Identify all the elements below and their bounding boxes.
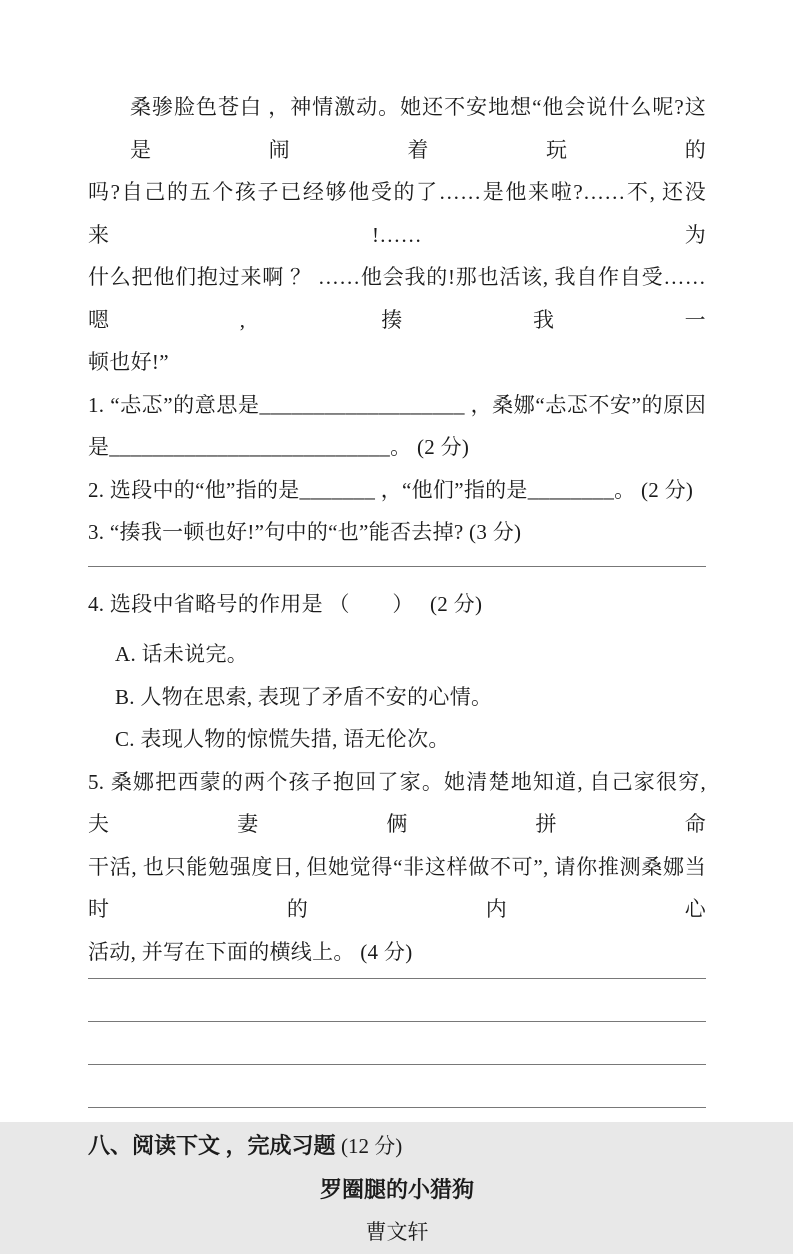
option-c: C. 表现人物的惊慌失措, 语无伦次。 (115, 727, 450, 751)
answer-line-2 (88, 979, 706, 1022)
section-eight-header (88, 1124, 706, 1168)
question-4 (88, 583, 706, 626)
passage-line-2: 吗?自己的五个孩子已经够他受的了……是他来啦?……不, 还没来!……为 (88, 180, 706, 247)
question-5-answer-lines (88, 973, 706, 1108)
option-a: A. 话未说完。 (115, 642, 249, 666)
question-4-options (88, 633, 706, 761)
passage-line-3: 什么把他们抱过来啊 ？ ……他会我的!那也活该, 我自作自受……嗯, 揍我一 (88, 265, 706, 332)
question-1-line-2: 是__________________________。 (2 分) (88, 435, 470, 459)
reading-passage (88, 86, 706, 384)
section-eight-title: 八、阅读下文 ，完成习题 (88, 1133, 336, 1158)
question-1-line-1: 1. “忐忑”的意思是___________________ ，桑娜“忐忑不安”的原因 (88, 392, 706, 417)
answer-line-3 (88, 1022, 706, 1065)
option-b: B. 人物在思索, 表现了矛盾不安的心情。 (115, 684, 493, 709)
question-2-line-1: 2. 选段中的“他”指的是_______ ，“他们”指的是________。 (2 分) (88, 477, 694, 502)
question-3 (88, 511, 706, 554)
question-5-line-2: 干活, 也只能勉强度日, 但她觉得“非这样做不可”, 请你推测桑娜当时的内心 (88, 854, 706, 921)
question-5 (88, 761, 706, 974)
question-5-line-3: 活动, 并写在下面的横线上。 (4 分) (88, 939, 413, 964)
reading-title: 罗圈腿的小猎狗 (319, 1177, 474, 1202)
passage-line-1: 桑骖脸色苍白 ，神情激动。她还不安地想“他会说什么呢?这是闹着玩的 (130, 95, 706, 162)
answer-line-4 (88, 1065, 706, 1108)
section-eight-score: (12 分) (341, 1134, 403, 1158)
passage-line-4: 顿也好!” (88, 350, 169, 374)
question-4-line-1: 4. 选段中省略号的作用是 （ ） (2 分) (88, 591, 483, 616)
question-3-answer-line (88, 566, 706, 567)
question-1 (88, 384, 706, 469)
question-5-line-1: 5. 桑娜把西蒙的两个孩子抱回了家。她清楚地知道, 自己家很穷, 夫妻俩拼命 (88, 769, 706, 836)
question-3-line-1: 3. “揍我一顿也好!”句中的“也”能否去掉? (3 分) (88, 520, 522, 544)
question-2 (88, 469, 706, 512)
reading-author: 曹文轩 (365, 1220, 429, 1244)
